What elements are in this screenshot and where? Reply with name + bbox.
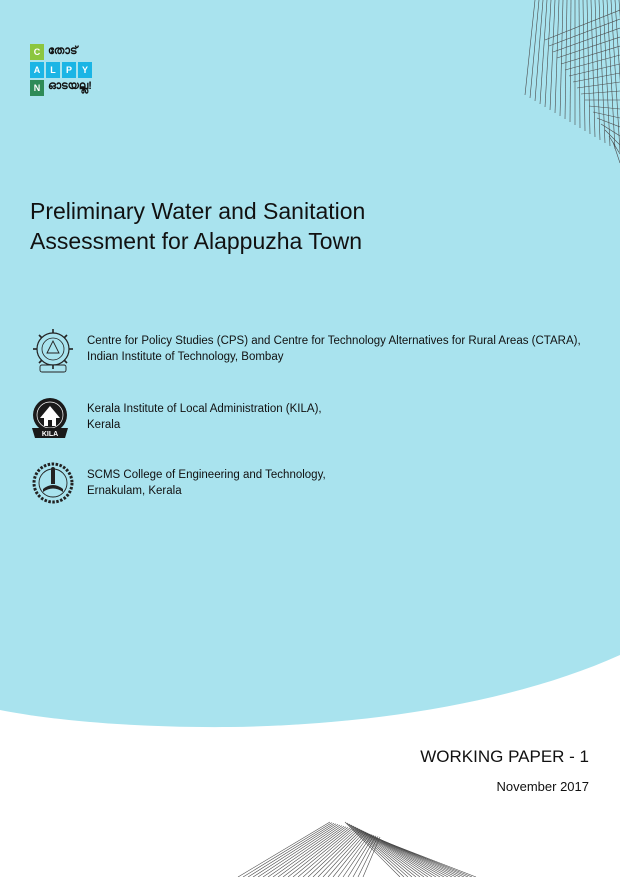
hatch-line bbox=[363, 831, 436, 877]
hatch-line bbox=[313, 831, 360, 877]
hatch-line bbox=[328, 833, 366, 877]
hatched-lines-bottom bbox=[238, 822, 476, 877]
logo-cell-c: C bbox=[30, 44, 44, 60]
title-line-2: Assessment for Alappuzha Town bbox=[30, 228, 362, 254]
logo-cell-p: P bbox=[62, 62, 76, 78]
hatch-line bbox=[367, 833, 444, 877]
logo-cell-n: N bbox=[30, 80, 44, 96]
logo-cell-l: L bbox=[46, 62, 60, 78]
logo-cell-a: A bbox=[30, 62, 44, 78]
org-name-line: SCMS College of Engineering and Technology, bbox=[87, 469, 326, 481]
organization-iit-bombay bbox=[30, 327, 600, 377]
hatch-line bbox=[357, 828, 424, 877]
hatch-line bbox=[273, 826, 344, 877]
iit-bombay-emblem-icon bbox=[30, 327, 76, 375]
hatch-line bbox=[268, 826, 342, 877]
organization-scms bbox=[30, 461, 600, 511]
publication-date: November 2017 bbox=[496, 779, 589, 794]
org-text bbox=[87, 333, 581, 365]
org-text bbox=[87, 467, 326, 499]
org-location-line: Kerala bbox=[87, 419, 121, 431]
hatch-line bbox=[238, 822, 330, 877]
hatch-line bbox=[253, 824, 336, 877]
organization-kila bbox=[30, 395, 600, 445]
org-location-line: Indian Institute of Technology, Bombay bbox=[87, 351, 284, 363]
org-name-line: Centre for Policy Studies (CPS) and Centre for Technology Alternatives for Rural Areas (CTARA), bbox=[87, 335, 581, 347]
scms-emblem-icon bbox=[30, 461, 76, 509]
hatch-line bbox=[308, 830, 358, 877]
hatch-line bbox=[359, 829, 428, 877]
org-name-line: Kerala Institute of Local Administration (KILA), bbox=[87, 403, 322, 415]
logo-cell-y: Y bbox=[78, 62, 92, 78]
org-text bbox=[87, 401, 322, 433]
kila-emblem-icon bbox=[30, 395, 76, 443]
hatch-line bbox=[365, 832, 440, 877]
hatch-line bbox=[288, 828, 350, 877]
logo-malayalam-line3: ഓടയല്ല! bbox=[48, 80, 92, 92]
org-location-line: Ernakulam, Kerala bbox=[87, 485, 182, 497]
logo-malayalam-line1: തോട് bbox=[48, 45, 78, 57]
working-paper-label: WORKING PAPER - 1 bbox=[420, 747, 589, 766]
kila-badge-text: KILA bbox=[41, 431, 59, 438]
title-line-1: Preliminary Water and Sanitation bbox=[30, 198, 366, 224]
document-title bbox=[30, 196, 550, 256]
